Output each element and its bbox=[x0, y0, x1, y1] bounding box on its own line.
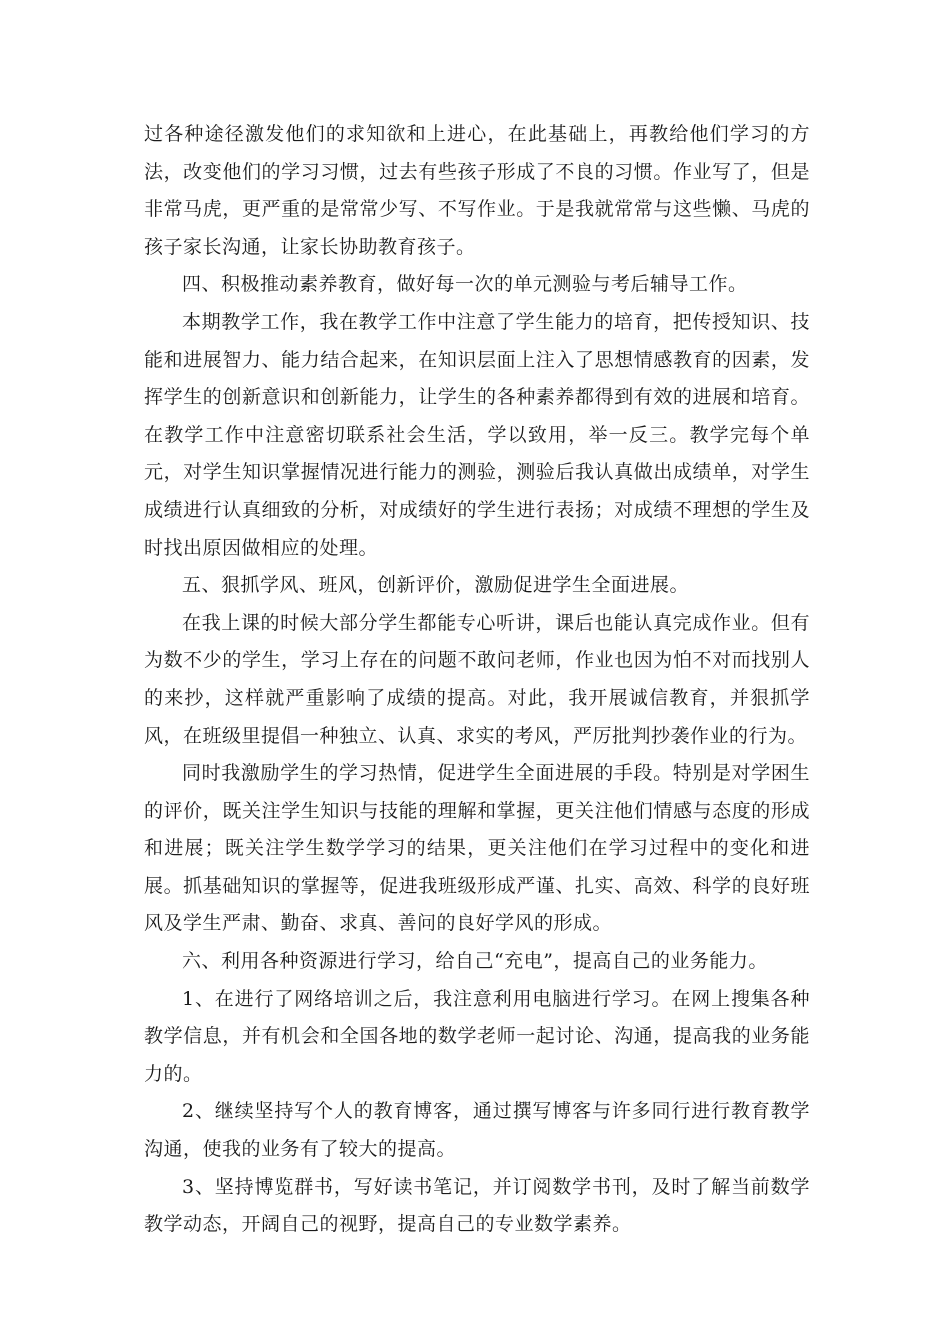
paragraph: 同时我激励学生的学习热情，促进学生全面进展的手段。特别是对学困生的评价，既关注学生知识与技能的理解和掌握，更关注他们情感与态度的形成和进展；既关注学生数学学习的结果，更关注他们在学习过程中的变化和进展。抓基础知识的掌握等，促进我班级形成严谨、扎实、高效、科学的良好班风及学生严肃、勤奋、求真、善问的良好学风的形成。 bbox=[144, 762, 810, 935]
paragraph: 过各种途径激发他们的求知欲和上进心，在此基础上，再教给他们学习的方法，改变他们的学习习惯，过去有些孩子形成了不良的习惯。作业写了，但是非常马虎，更严重的是常常少写、不写作业。于是我就常常与这些懒、马虎的孩子家长沟通，让家长协助教育孩子。 bbox=[144, 123, 810, 258]
paragraph: 本期教学工作，我在教学工作中注意了学生能力的培育，把传授知识、技能和进展智力、能力结合起来，在知识层面上注入了思想情感教育的因素，发挥学生的创新意识和创新能力，让学生的各种素养都得到有效的进展和培育。在教学工作中注意密切联系社会生活，学以致用，举一反三。教学完每个单元，对学生知识掌握情况进行能力的测验，测验后我认真做出成绩单，对学生成绩进行认真细致的分析，对成绩好的学生进行表扬；对成绩不理想的学生及时找出原因做相应的处理。 bbox=[144, 310, 810, 559]
document-body bbox=[144, 116, 810, 1244]
section-heading-five: 五、狠抓学风、班风，创新评价，激励促进学生全面进展。 bbox=[182, 574, 690, 597]
list-item: 1、在进行了网络培训之后，我注意利用电脑进行学习。在网上搜集各种教学信息，并有机会和全国各地的数学老师一起讨论、沟通，提高我的业务能力的。 bbox=[144, 987, 810, 1085]
list-item: 3、坚持博览群书，写好读书笔记，并订阅数学书刊，及时了解当前数学教学动态，开阔自己的视野，提高自己的专业数学素养。 bbox=[144, 1175, 810, 1236]
list-item: 2、继续坚持写个人的教育博客，通过撰写博客与许多同行进行教育教学沟通，使我的业务有了较大的提高。 bbox=[144, 1100, 810, 1161]
section-heading-four: 四、积极推动素养教育，做好每一次的单元测验与考后辅导工作。 bbox=[182, 273, 748, 296]
section-heading-six: 六、利用各种资源进行学习，给自己“充电”，提高自己的业务能力。 bbox=[182, 950, 768, 973]
paragraph: 在我上课的时候大部分学生都能专心听讲，课后也能认真完成作业。但有为数不少的学生，学习上存在的问题不敢问老师，作业也因为怕不对而找别人的来抄，这样就严重影响了成绩的提高。对此，我开展诚信教育，并狠抓学风，在班级里提倡一种独立、认真、求实的考风，严厉批判抄袭作业的行为。 bbox=[144, 611, 810, 747]
